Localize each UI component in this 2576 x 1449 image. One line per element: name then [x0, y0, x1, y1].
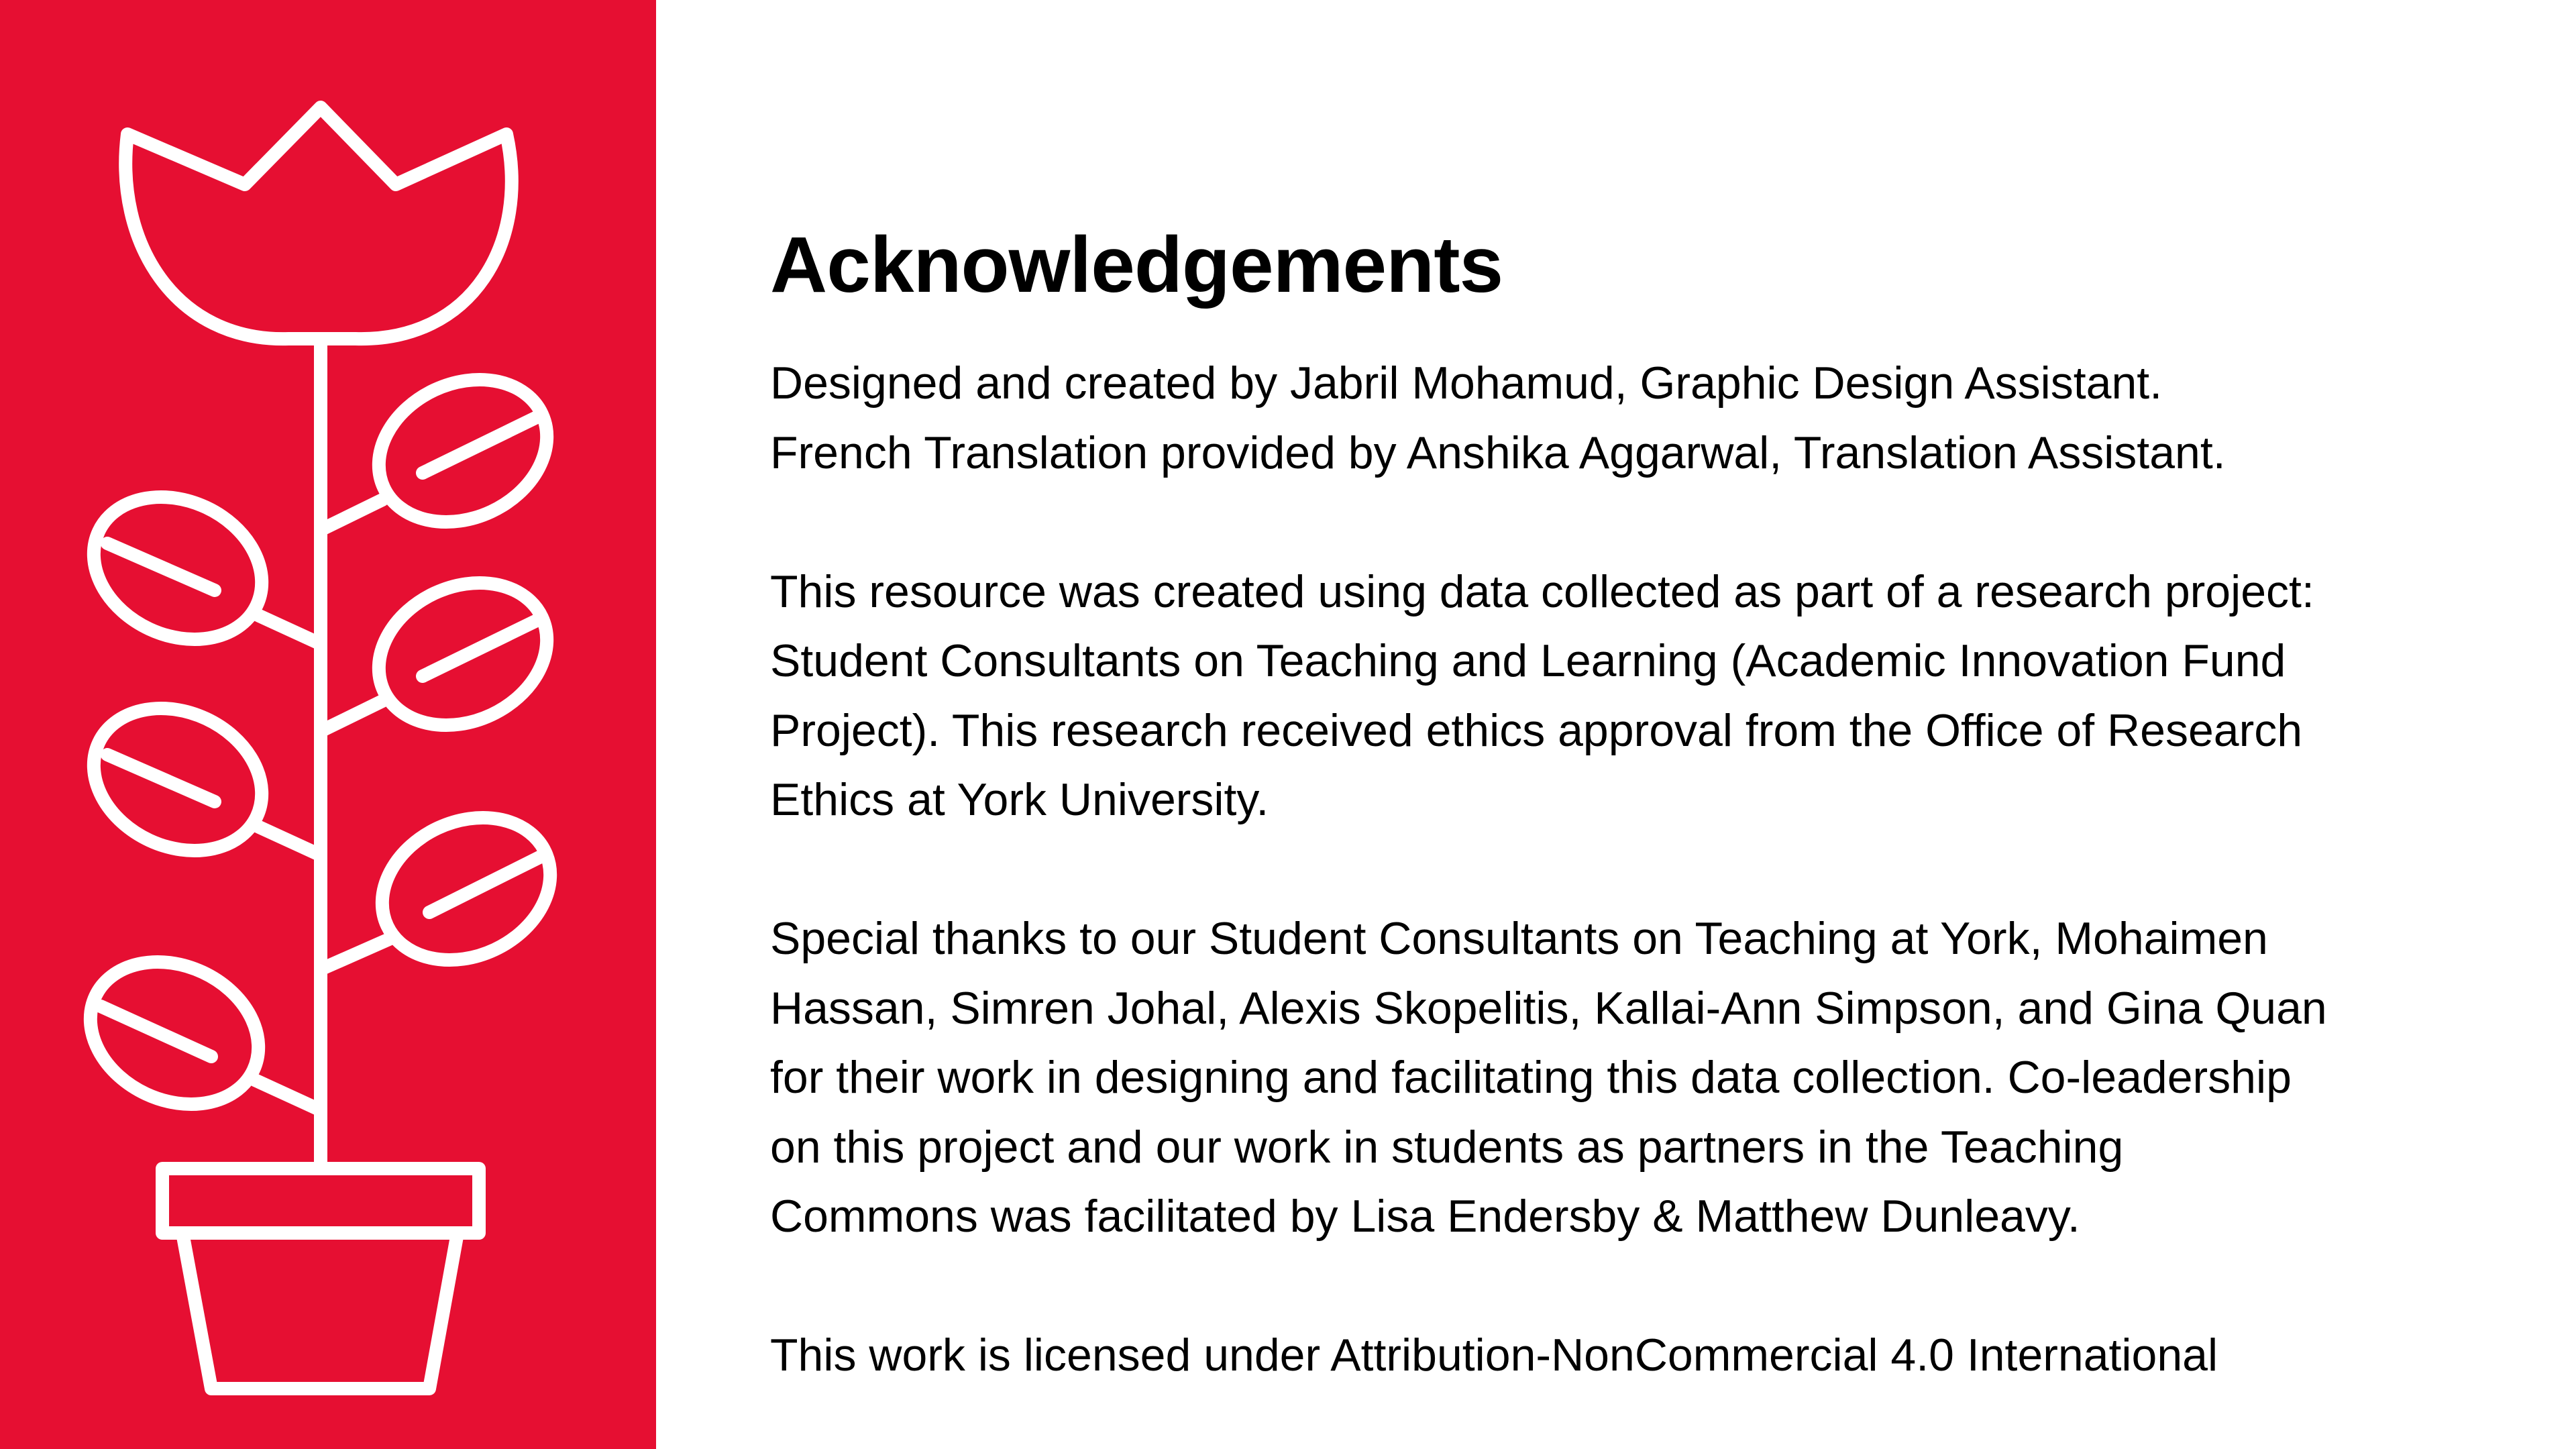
text-line: This work is licensed under Attribution-NonCommercial 4.0 International [770, 1330, 2218, 1381]
page-title: Acknowledgements [770, 221, 1503, 309]
acknowledgements-content [770, 215, 2528, 1449]
text-line: This resource was created using data collected as part of a research project: [770, 566, 2314, 617]
text-line: Special thanks to our Student Consultants on Teaching at York, Mohaimen [770, 913, 2268, 964]
text-line: Commons was facilitated by Lisa Endersby & Matthew Dunleavy. [770, 1191, 2080, 1242]
research-paragraph [770, 557, 2528, 835]
text-line: Project). This research received ethics approval from the Office of Research [770, 704, 2303, 756]
text-line: French Translation provided by Anshika Aggarwal, Translation Assistant. [770, 427, 2226, 478]
text-line: Designed and created by Jabril Mohamud, Graphic Design Assistant. [770, 358, 2163, 409]
text-line: Hassan, Simren Johal, Alexis Skopelitis, Kallai-Ann Simpson, and Gina Quan [770, 982, 2327, 1034]
red-illustration-panel [0, 0, 656, 1449]
potted-flower-icon [0, 0, 656, 1449]
license-paragraph [770, 1321, 2528, 1391]
text-line: for their work in designing and facilitating this data collection. Co-leadership [770, 1052, 2292, 1103]
text-line: on this project and our work in students as partners in the Teaching [770, 1121, 2124, 1173]
thanks-paragraph [770, 904, 2528, 1252]
credits-paragraph [770, 349, 2528, 488]
text-line: Ethics at York University. [770, 774, 1269, 825]
text-line: Student Consultants on Teaching and Learning (Academic Innovation Fund [770, 635, 2286, 686]
